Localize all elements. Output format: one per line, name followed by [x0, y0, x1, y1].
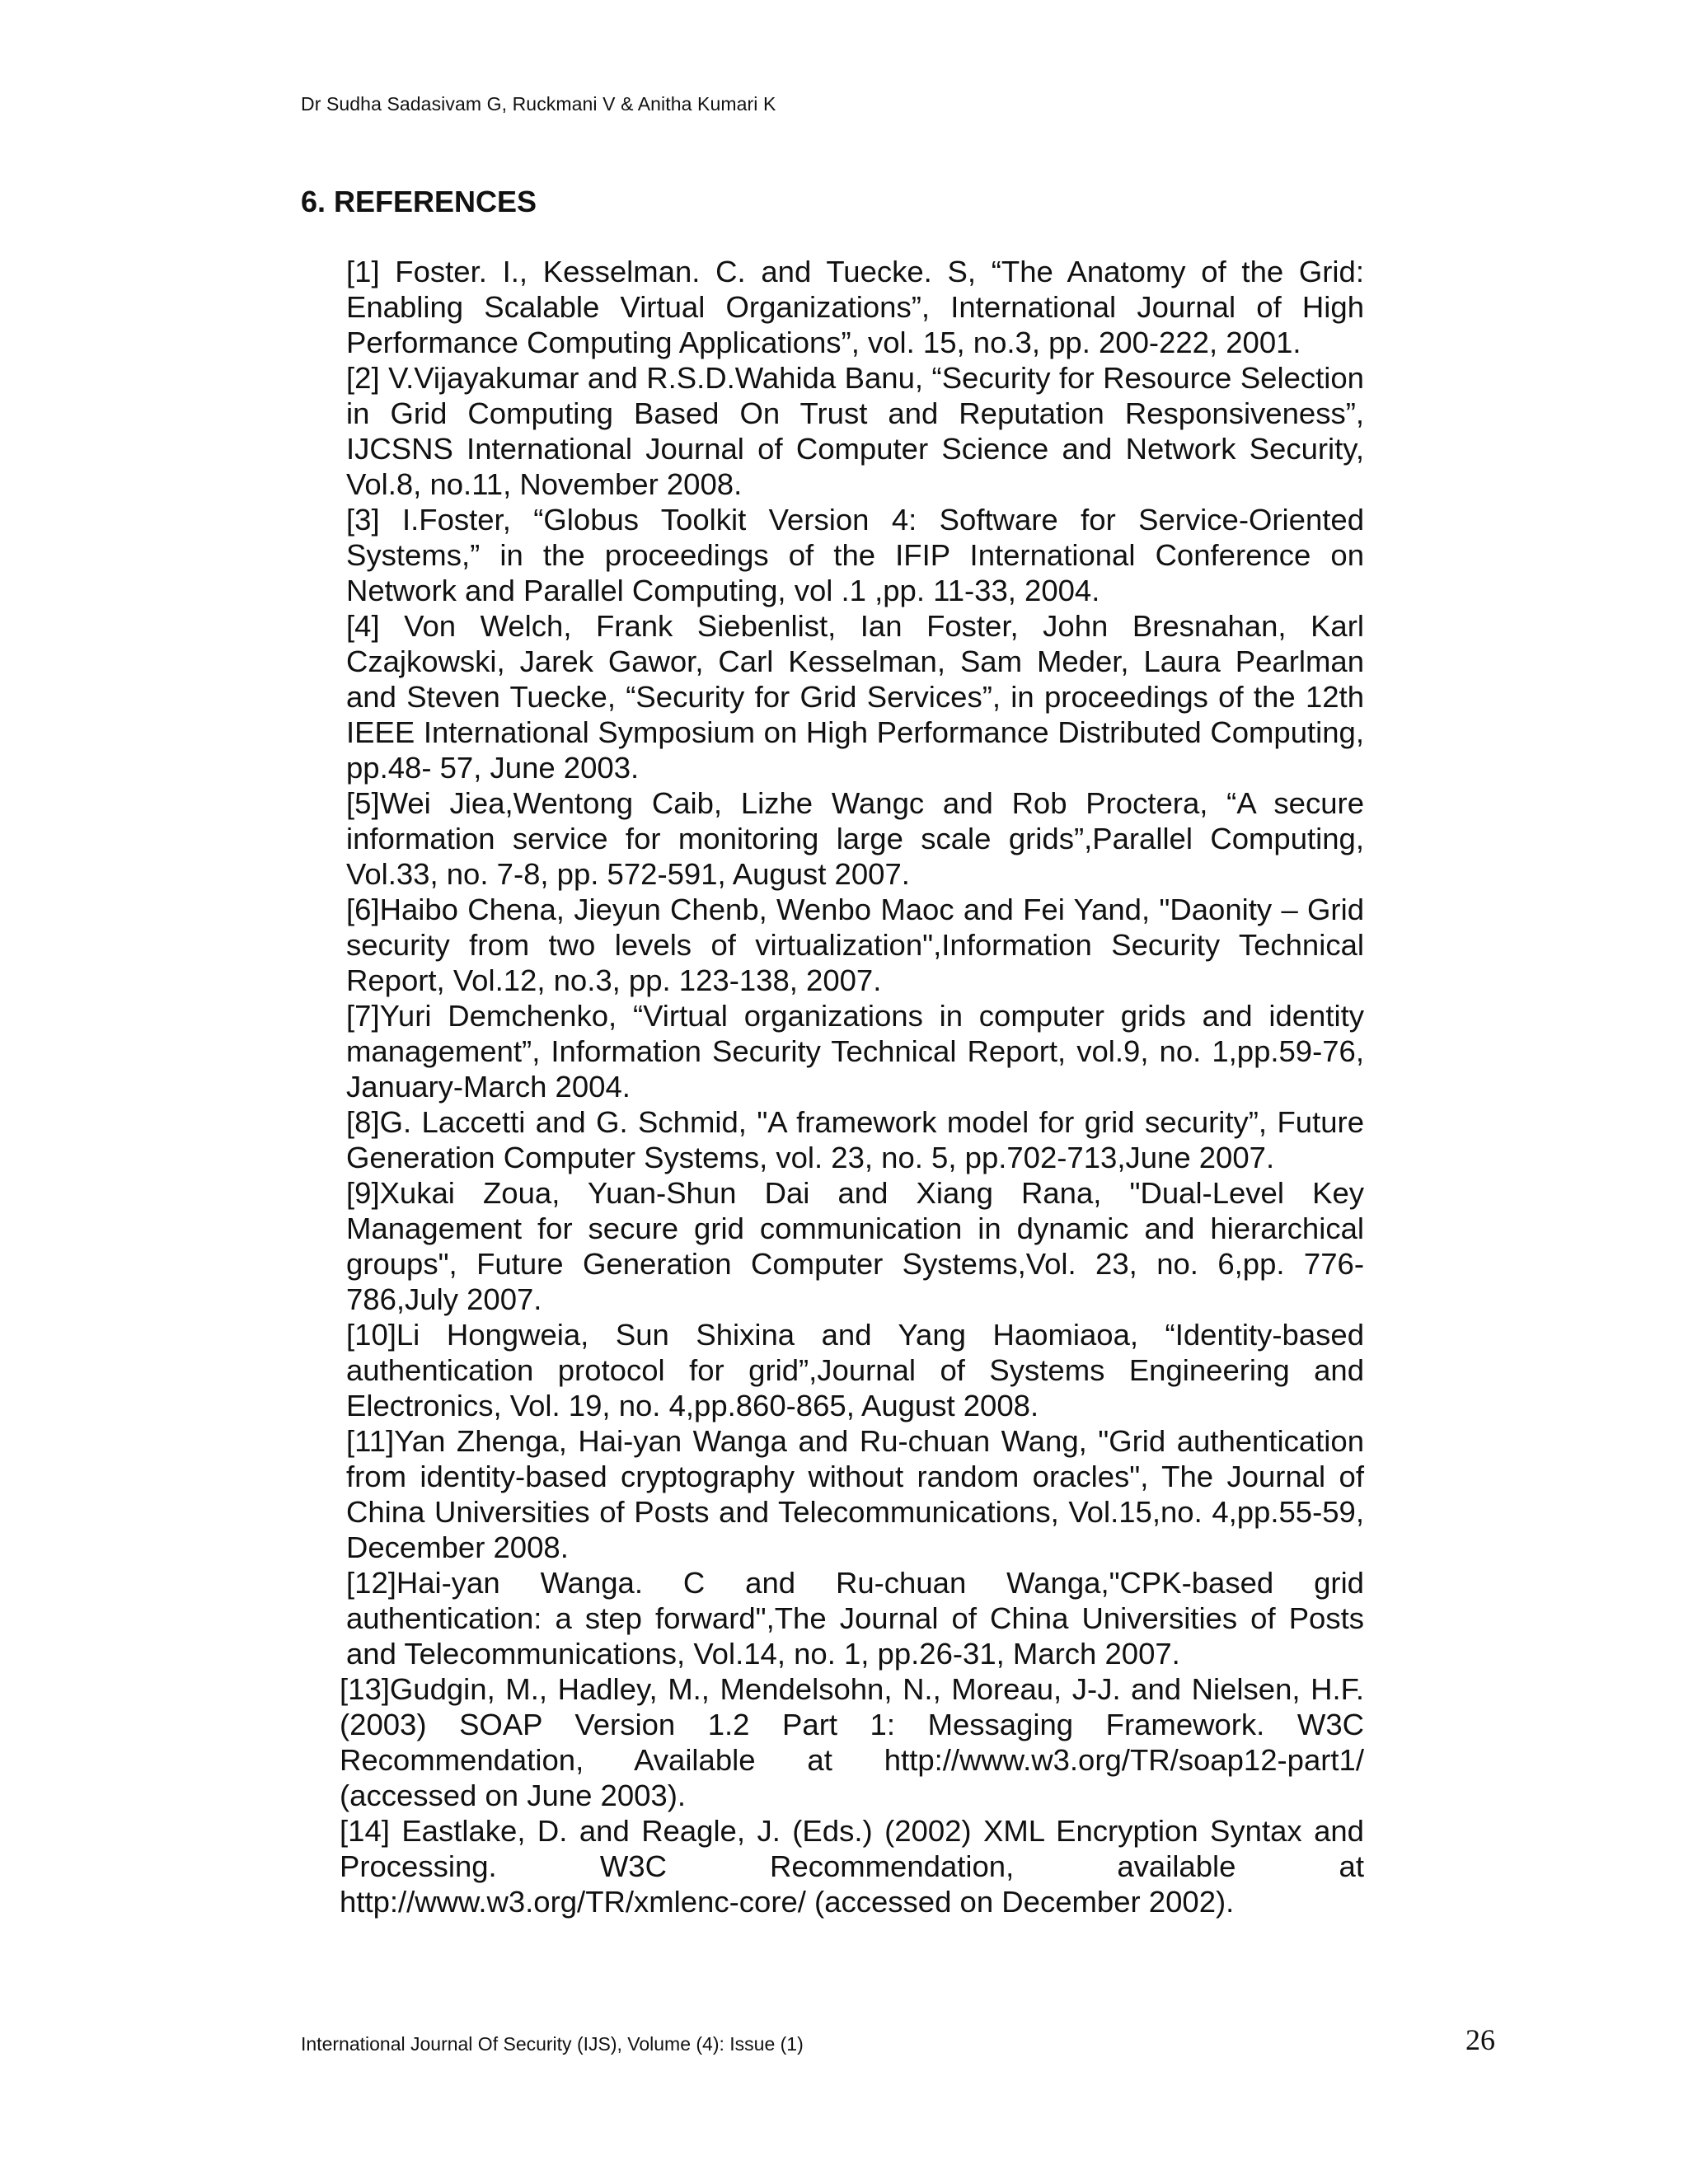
- reference-item-3: [3] I.Foster, “Globus Toolkit Version 4: Software for Service-Oriented Systems,” in the proceedings of the IFIP International Conference on Network and Parallel Computing, vol .1 ,pp. 11-33, 2004.: [346, 503, 1364, 607]
- reference-item-12: [12]Hai-yan Wanga. C and Ru-chuan Wanga,"CPK-based grid authentication: a step forward",The Journal of China Universities of Posts and Telecommunications, Vol.14, no. 1, pp.26-31, March 2007.: [346, 1566, 1364, 1671]
- reference-item-9: [9]Xukai Zoua, Yuan-Shun Dai and Xiang Rana, "Dual-Level Key Management for secure grid communication in dynamic and hierarchical groups", Future Generation Computer Systems,Vol. 23, no. 6,pp. 776-786,July 2007.: [346, 1176, 1364, 1316]
- reference-item-2: [2] V.Vijayakumar and R.S.D.Wahida Banu, “Security for Resource Selection in Grid Computing Based On Trust and Reputation Responsiveness”, IJCSNS International Journal of Computer Science and Network Security, Vol.8, no.11, November 2008.: [346, 361, 1364, 501]
- reference-item-8: [8]G. Laccetti and G. Schmid, "A framework model for grid security”, Future Generation Computer Systems, vol. 23, no. 5, pp.702-713,June 2007.: [346, 1105, 1364, 1174]
- reference-item-10: [10]Li Hongweia, Sun Shixina and Yang Haomiaoa, “Identity-based authentication protocol for grid”,Journal of Systems Engineering and Electronics, Vol. 19, no. 4,pp.860-865, August 2008.: [346, 1318, 1364, 1422]
- section-title: 6. REFERENCES: [301, 185, 537, 218]
- reference-item-5: [5]Wei Jiea,Wentong Caib, Lizhe Wangc and Rob Proctera, “A secure information service for monitoring large scale grids”,Parallel Computing, Vol.33, no. 7-8, pp. 572-591, August 2007.: [346, 786, 1364, 891]
- reference-item-13: [13]Gudgin, M., Hadley, M., Mendelsohn, N., Moreau, J-J. and Nielsen, H.F. (2003) SOAP Version 1.2 Part 1: Messaging Framework. W3C Recommendation, Available at http://www.w3.org/TR/soap12-part1/ (accessed on June 2003).: [340, 1672, 1364, 1812]
- reference-item-11: [11]Yan Zhenga, Hai-yan Wanga and Ru-chuan Wang, "Grid authentication from identity-based cryptography without random oracles", The Journal of China Universities of Posts and Telecommunications, Vol.15,no. 4,pp.55-59, December 2008.: [346, 1424, 1364, 1564]
- reference-item-14: [14] Eastlake, D. and Reagle, J. (Eds.) (2002) XML Encryption Syntax and Processing. W3C Recommendation, available at http://www.w3.org/TR/xmlenc-core/ (accessed on December 2002).: [340, 1814, 1364, 1919]
- footer-journal-info: International Journal Of Security (IJS), Volume (4): Issue (1): [301, 2033, 804, 2055]
- page-number: 26: [1465, 2023, 1495, 2056]
- reference-list: [340, 254, 1364, 1919]
- reference-item-4: [4] Von Welch, Frank Siebenlist, Ian Foster, John Bresnahan, Karl Czajkowski, Jarek Gawor, Carl Kesselman, Sam Meder, Laura Pearlman and Steven Tuecke, “Security for Grid Services”, in proceedings of the 12th IEEE International Symposium on High Performance Distributed Computing, pp.48- 57, June 2003.: [346, 609, 1364, 785]
- running-header-authors: Dr Sudha Sadasivam G, Ruckmani V & Anitha Kumari K: [301, 93, 776, 115]
- reference-item-7: [7]Yuri Demchenko, “Virtual organizations in computer grids and identity management”, Information Security Technical Report, vol.9, no. 1,pp.59-76, January-March 2004.: [346, 999, 1364, 1104]
- reference-item-1: [1] Foster. I., Kesselman. C. and Tuecke. S, “The Anatomy of the Grid: Enabling Scalable Virtual Organizations”, International Journal of High Performance Computing Applications”, vol. 15, no.3, pp. 200-222, 2001.: [346, 255, 1364, 359]
- reference-item-6: [6]Haibo Chena, Jieyun Chenb, Wenbo Maoc and Fei Yand, "Daonity – Grid security from two levels of virtualization",Information Security Technical Report, Vol.12, no.3, pp. 123-138, 2007.: [346, 893, 1364, 997]
